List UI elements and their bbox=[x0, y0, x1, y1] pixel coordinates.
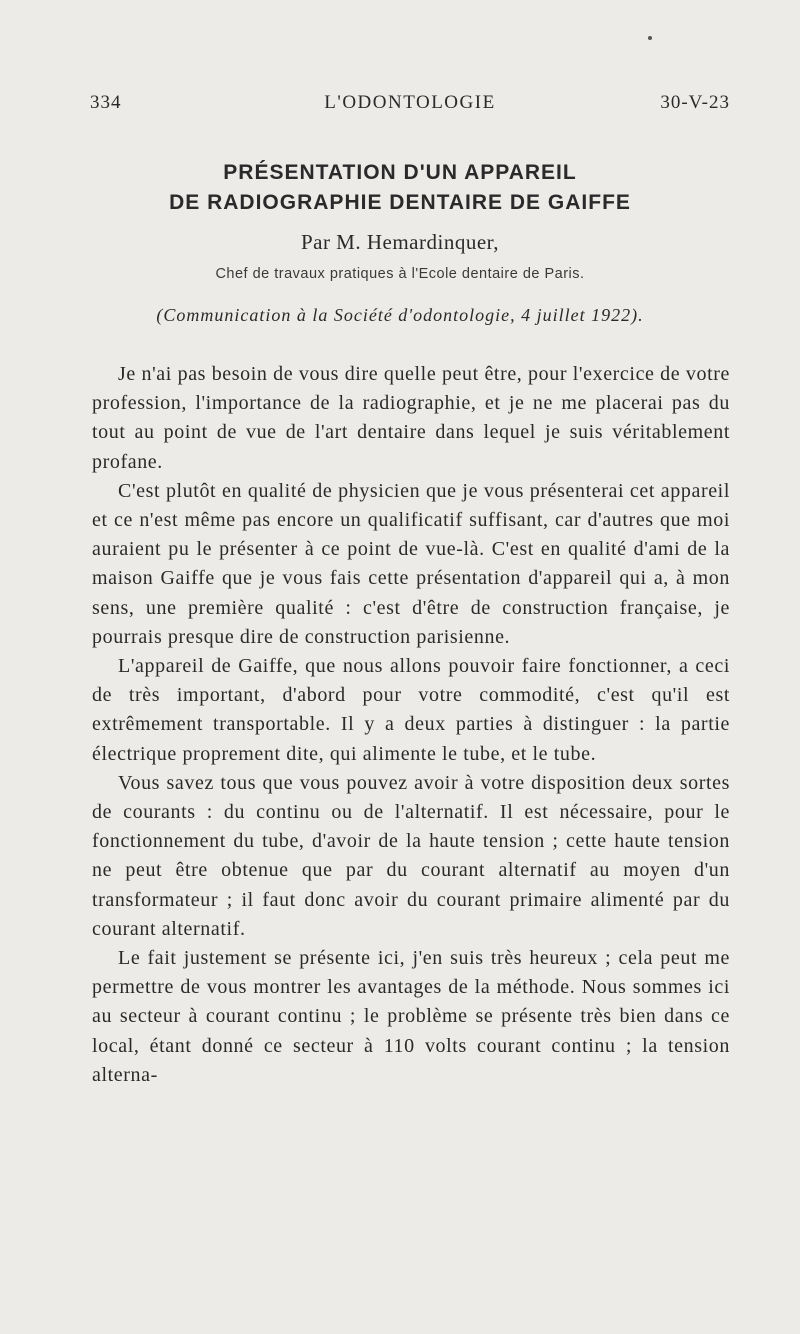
article-body bbox=[92, 360, 730, 1090]
issue-date: 30-V-23 bbox=[660, 92, 730, 113]
article-title bbox=[60, 158, 740, 218]
paragraph: C'est plutôt en qualité de physicien que je vous présenterai cet appareil et ce n'est même pas encore un qualificatif suffisant, car d'autres que moi auraient pu le présenter à ce point de vue-là. C'est en qualité d'ami de la maison Gaiffe que je vous fais cette présentation d'appareil qui a, à mon sens, une première qualité : c'est d'être de construction française, je pourrais presque dire de construction parisienne. bbox=[92, 479, 730, 648]
title-line-1: PRÉSENTATION D'UN APPAREIL bbox=[223, 161, 577, 184]
paragraph: Je n'ai pas besoin de vous dire quelle peut être, pour l'exercice de votre profession, l'importance de la radiographie, et je ne me placerai pas du tout au point de vue de l'art dentaire dans lequel je suis véritablement profane. bbox=[92, 363, 730, 473]
paragraph: Vous savez tous que vous pouvez avoir à votre disposition deux sortes de courants : du continu ou de l'alternatif. Il est nécessaire, pour le fonctionnement du tube, d'avoir de la haute tension ; cette haute tension ne peut être obtenue que par du courant alternatif au moyen d'un transformateur ; il faut donc avoir du courant primaire alimenté par du courant alternatif. bbox=[92, 771, 730, 940]
paragraph: L'appareil de Gaiffe, que nous allons pouvoir faire fonctionner, a ceci de très important, d'abord pour votre commodité, c'est qu'il est extrêmement transportable. Il y a deux parties à distinguer : la partie électrique proprement dite, qui alimente le tube, et le tube. bbox=[92, 655, 730, 765]
author-byline: Par M. Hemardinquer, bbox=[300, 230, 500, 254]
title-line-2: DE RADIOGRAPHIE DENTAIRE DE GAIFFE bbox=[169, 191, 631, 214]
communication-note: (Communication à la Société d'odontologie, 4 juillet 1922). bbox=[156, 305, 644, 325]
paragraph: Le fait justement se présente ici, j'en suis très heureux ; cela peut me permettre de vous montrer les avantages de la méthode. Nous sommes ici au secteur à courant continu ; le problème se présente très bien dans ce local, étant donné ce secteur à 110 volts courant continu ; la tension alterna- bbox=[92, 947, 730, 1086]
paper-speck bbox=[648, 36, 652, 40]
page-number: 334 bbox=[90, 92, 122, 113]
author-affiliation: Chef de travaux pratiques à l'Ecole dentaire de Paris. bbox=[215, 266, 585, 282]
running-header bbox=[90, 92, 730, 120]
journal-title: L'ODONTOLOGIE bbox=[324, 92, 496, 113]
